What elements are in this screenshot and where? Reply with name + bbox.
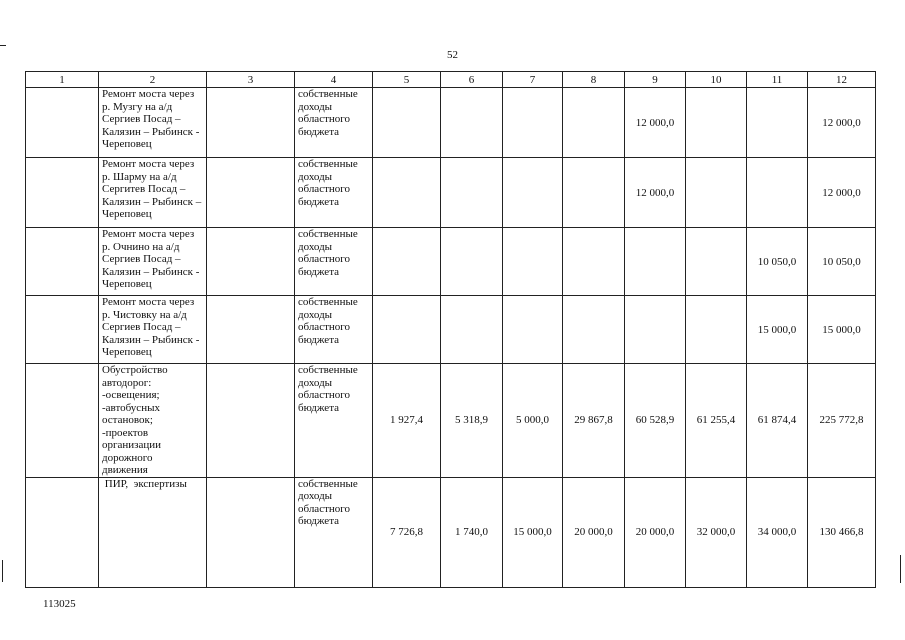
description-line: Сергитев Посад – [102,183,186,195]
amount-cell: 29 867,8 [563,364,625,478]
source-line: областного [298,183,351,195]
source-line: доходы [298,170,333,183]
description-line: -автобусных [102,401,160,414]
amount-cell: 15 000,0 [503,477,563,587]
amount-cell: 7 726,8 [373,477,441,587]
table-row [26,88,876,158]
source-line: областного [298,253,351,265]
col1-cell [26,296,99,364]
amount-cell: 20 000,0 [625,477,686,587]
amount-cell [503,158,563,228]
description-line: Обустройство [102,364,168,376]
description-line: Череповец [102,208,152,220]
amount-cell [503,228,563,296]
amount-cell: 12 000,0 [625,88,686,158]
funding-source-cell [295,228,373,296]
source-line: собственные [298,296,358,308]
funding-source-cell [295,296,373,364]
source-line: доходы [298,240,333,253]
amount-cell [373,158,441,228]
amount-cell [747,158,808,228]
scan-edge-mark [900,555,901,583]
amount-cell [625,296,686,364]
source-line: бюджета [298,125,340,138]
amount-cell [563,296,625,364]
column-header: 6 [441,72,503,88]
work-description-cell [99,158,207,228]
amount-cell [747,88,808,158]
col1-cell [26,88,99,158]
column-header: 5 [373,72,441,88]
amount-cell: 10 050,0 [747,228,808,296]
description-line: организации [102,439,162,451]
description-line: Сергиев Посад – [102,321,181,333]
description-line: р. Шарму на а/д [102,170,177,183]
column-header: 8 [563,72,625,88]
amount-cell: 1 927,4 [373,364,441,478]
table-row [26,158,876,228]
amount-cell [503,88,563,158]
amount-cell [563,158,625,228]
description-line: р. Чистовку на а/д [102,308,187,321]
source-line: областного [298,321,351,333]
source-line: собственные [298,477,358,490]
description-line: остановок; [102,414,153,426]
total-cell: 12 000,0 [808,88,876,158]
col3-cell [207,228,295,296]
work-description-cell [99,296,207,364]
scan-edge-mark [2,560,3,582]
amount-cell [373,88,441,158]
description-line: Калязин – Рыбинск - [102,265,200,278]
total-cell: 10 050,0 [808,228,876,296]
column-header: 7 [503,72,563,88]
col1-cell [26,364,99,478]
source-line: областного [298,389,351,401]
source-line: доходы [298,376,333,389]
source-line: собственные [298,364,358,376]
description-line: р. Очнино на а/д [102,240,180,253]
amount-cell [373,296,441,364]
column-header: 4 [295,72,373,88]
amount-cell: 61 874,4 [747,364,808,478]
source-line: бюджета [298,265,340,278]
description-line: -проектов [102,426,149,439]
column-header: 10 [686,72,747,88]
total-cell: 12 000,0 [808,158,876,228]
total-cell: 15 000,0 [808,296,876,364]
col3-cell [207,88,295,158]
amount-cell: 5 000,0 [503,364,563,478]
col1-cell [26,158,99,228]
description-line: Череповец [102,138,152,150]
amount-cell [686,228,747,296]
source-line: бюджета [298,515,340,527]
col1-cell [26,477,99,587]
column-header: 1 [26,72,99,88]
scan-edge-mark [0,45,6,46]
amount-cell: 61 255,4 [686,364,747,478]
amount-cell: 32 000,0 [686,477,747,587]
source-line: областного [298,113,351,125]
col3-cell [207,477,295,587]
amount-cell [373,228,441,296]
description-line: Сергиев Посад – [102,113,181,125]
description-line: движения [102,464,148,476]
description-line: Ремонт моста через [102,296,195,308]
funding-source-cell [295,158,373,228]
source-line: доходы [298,490,333,502]
description-line: Калязин – Рыбинск – [102,195,202,208]
document-code: 113025 [43,598,76,610]
table-row [26,477,876,587]
source-line: собственные [298,158,358,170]
amount-cell: 15 000,0 [747,296,808,364]
amount-cell [441,88,503,158]
source-line: бюджета [298,195,340,208]
source-line: собственные [298,228,358,240]
page-number: 52 [447,49,458,61]
description-line: дорожного [102,451,153,464]
amount-cell: 1 740,0 [441,477,503,587]
work-description-cell [99,477,207,587]
table-row [26,228,876,296]
budget-table [25,71,876,588]
column-header: 11 [747,72,808,88]
total-cell: 225 772,8 [808,364,876,478]
work-description-cell [99,364,207,478]
source-line: собственные [298,88,358,100]
table-header-row [26,72,876,88]
description-line: Череповец [102,278,152,290]
source-line: бюджета [298,333,340,346]
amount-cell [563,228,625,296]
description-line: Ремонт моста через [102,158,195,170]
amount-cell [686,88,747,158]
description-line: Калязин – Рыбинск - [102,333,200,346]
amount-cell [563,88,625,158]
amount-cell [441,158,503,228]
work-description-cell [99,88,207,158]
funding-source-cell [295,88,373,158]
description-line: Калязин – Рыбинск - [102,125,200,138]
amount-cell [503,296,563,364]
col3-cell [207,364,295,478]
description-line: автодорог: [102,376,152,389]
amount-cell: 20 000,0 [563,477,625,587]
description-line: Сергиев Посад – [102,253,181,265]
amount-cell: 34 000,0 [747,477,808,587]
column-header: 9 [625,72,686,88]
amount-cell [441,296,503,364]
col3-cell [207,296,295,364]
source-line: доходы [298,308,333,321]
total-cell: 130 466,8 [808,477,876,587]
funding-source-cell [295,364,373,478]
table-row [26,296,876,364]
description-line: Череповец [102,346,152,358]
amount-cell: 12 000,0 [625,158,686,228]
column-header: 2 [99,72,207,88]
source-line: бюджета [298,401,340,414]
col1-cell [26,228,99,296]
amount-cell: 60 528,9 [625,364,686,478]
amount-cell [441,228,503,296]
amount-cell [686,158,747,228]
description-line: Ремонт моста через [102,228,195,240]
column-header: 12 [808,72,876,88]
description-line: -освещения; [102,389,160,401]
description-line: Ремонт моста через [102,88,195,100]
amount-cell: 5 318,9 [441,364,503,478]
col3-cell [207,158,295,228]
column-header: 3 [207,72,295,88]
source-line: доходы [298,100,333,113]
description-line: ПИР, экспертизы [102,477,187,490]
description-line: р. Музгу на а/д [102,100,173,113]
work-description-cell [99,228,207,296]
source-line: областного [298,502,351,515]
funding-source-cell [295,477,373,587]
amount-cell [625,228,686,296]
amount-cell [686,296,747,364]
table-row [26,364,876,478]
